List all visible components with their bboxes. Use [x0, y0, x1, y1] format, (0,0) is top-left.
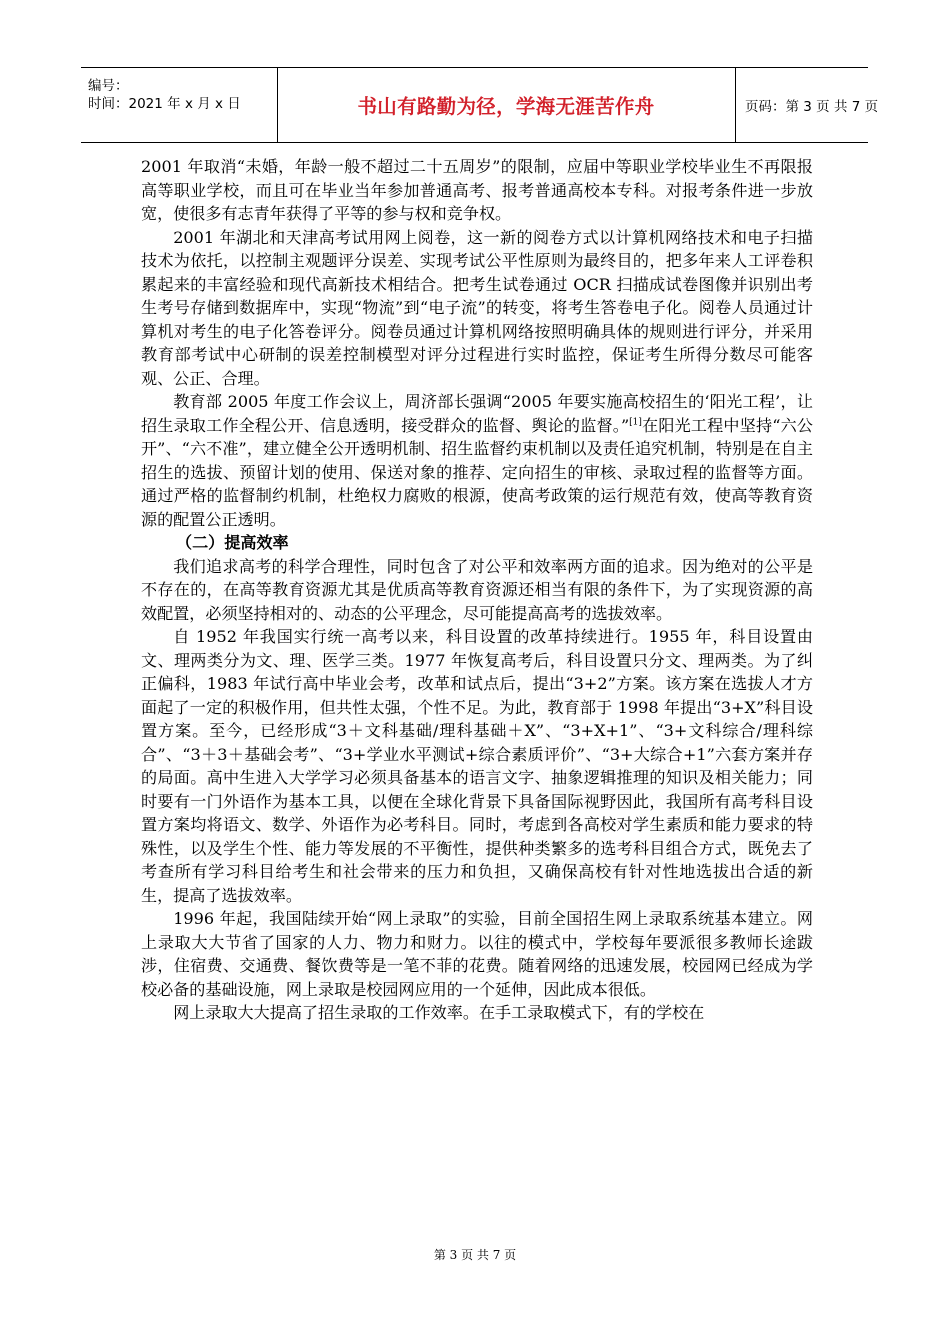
header-page-info: 页码：第 3 页 共 7 页 [745, 99, 879, 115]
document-number-label: 编号： [88, 78, 129, 94]
paragraph: 2001 年取消“未婚，年龄一般不超过二十五周岁”的限制，应届中等职业学校毕业生不再限报高等职业学校，而且可在毕业当年参加普通高考、报考普通高校本专科。对报考条件进一步放宽，使很多有志青年获得了平等的参与权和竞争权。 [141, 157, 813, 223]
paragraph-text: 在阳光工程中坚持“六公开”、“六不准”，建立健全公开透明机制、招生监督约束机制以及责任追究机制，特别是在自主招生的选拔、预留计划的使用、保送对象的推荐、定向招生的审核、录取过程的监督等方面。通过严格的监督制约机制，杜绝权力腐败的根源，使高考政策的运行规范有效，使高等教育资源的配置公正透明。 [141, 415, 813, 529]
page-header [81, 67, 879, 143]
header-meta [81, 68, 277, 142]
paragraph: 1996 年起，我国陆续开始“网上录取”的实验，目前全国招生网上录取系统基本建立。网上录取大大节省了国家的人力、物力和财力。以往的模式中，学校每年要派很多教师长途跋涉，住宿费、交通费、餐饮费等是一笔不菲的花费。随着网络的迅速发展，校园网已经成为学校必备的基础设施，网上录取是校园网应用的一个延伸，因此成本很低。 [141, 909, 813, 999]
paragraph: 2001 年湖北和天津高考试用网上阅卷，这一新的阅卷方式以计算机网络技术和电子扫描技术为依托，以控制主观题评分误差、实现考试公平性原则为最终目的，把多年来人工评卷积累起来的丰富经验和现代高新技术相结合。把考生试卷通过 OCR 扫描成试卷图像并识别出考生考号存储到数据库中，实现“物流”到“电子流”的转变，将考生答卷电子化。阅卷人员通过计算机对考生的电子化答卷评分。阅卷员通过计算机网络按照明确具体的规则进行评分，并采用教育部考试中心研制的误差控制模型对评分过程进行实时监控，保证考生所得分数尽可能客观、公正、合理。 [141, 227, 813, 388]
paragraph [141, 390, 813, 531]
paragraph-text: 教育部 2005 年度工作会议上，周济部长强调“2005 年要实施高校招生的‘阳光工程’，让招生录取工作全程公开、信息透明，接受群众的监督、舆论的监督。” [141, 392, 813, 435]
paragraph: 我们追求高考的科学合理性，同时包含了对公平和效率两方面的追求。因为绝对的公平是不存在的，在高等教育资源尤其是优质高等教育资源还相当有限的条件下，为了实现资源的高效配置，必须坚持相对的、动态的公平理念，尽可能提高高考的选拔效率。 [141, 556, 813, 623]
citation-reference: [1] [629, 417, 642, 428]
document-date: 时间：2021 年 x 月 x 日 [88, 96, 241, 112]
header-motto: 书山有路勤为径，学海无涯苦作舟 [357, 95, 655, 118]
paragraph: 网上录取大大提高了招生录取的工作效率。在手工录取模式下，有的学校在 [173, 1003, 705, 1022]
paragraph: 自 1952 年我国实行统一高考以来，科目设置的改革持续进行。1955 年，科目设置由文、理两类分为文、理、医学三类。1977 年恢复高考后，科目设置只分文、理两类。为了纠正偏科，1983 年试行高中毕业会考，改革和试点后，提出“3+2”方案。该方案在选拔人才方面起了一定的积极作用，但共性太强，个性不足。为此，教育部于 1998 年提出“3+X”科目设置方案。至今，已经形成“3＋文科基础/理科基础＋X”、“3+X+1”、“3+文科综合/理科综合”、“3＋3＋基础会考”、“3+学业水平测试+综合素质评价”、“3+大综合+1”六套方案并存的局面。高中生进入大学学习必须具备基本的语言文字、抽象逻辑推理的知识及相关能力；同时要有一门外语作为基本工具，以便在全球化背景下具备国际视野因此，我国所有高考科目设置方案均将语文、数学、外语作为必考科目。同时，考虑到各高校对学生素质和能力要求的特殊性，以及学生个性、能力等发展的不平衡性，提供种类繁多的选考科目组合方式，既免去了考查所有学习科目给考生和社会带来的压力和负担，又确保高校有针对性地选拔出合适的新生，提高了选拔效率。 [141, 627, 813, 905]
page-footer: 第 3 页 共 7 页 [433, 1248, 517, 1262]
document-body [141, 155, 813, 1025]
section-heading: （二）提高效率 [176, 533, 289, 552]
